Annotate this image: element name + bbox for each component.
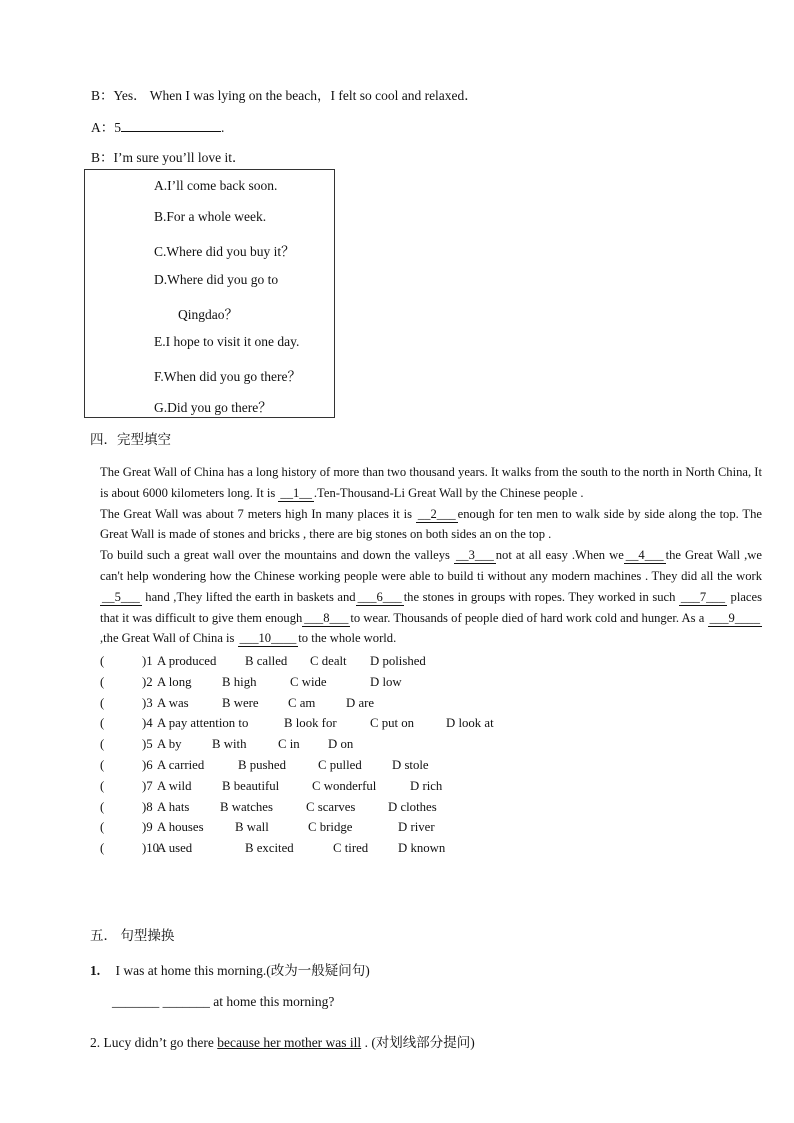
blank-2[interactable]: __2___ (417, 506, 456, 521)
item-1-text: I was at home this morning.(改为一般疑问句) (115, 963, 370, 978)
choice-b[interactable]: B were (222, 695, 259, 710)
choice-a[interactable]: A wild (157, 778, 192, 793)
option-e: E.I hope to visit it one day. (154, 334, 300, 349)
answer-paren[interactable]: ( (100, 758, 105, 772)
choice-a[interactable]: A hats (157, 799, 190, 814)
item-1 (90, 959, 370, 979)
item-2-suffix: . (对划线部分提问) (361, 1035, 475, 1050)
choice-b[interactable]: B look for (284, 716, 337, 731)
choice-a[interactable]: A produced (157, 654, 217, 668)
section-4-heading: 四．完型填空 (90, 432, 171, 447)
choice-d[interactable]: D rich (410, 778, 443, 793)
blank-10[interactable]: ___10____ (239, 631, 297, 646)
question-number: )10 (142, 841, 160, 856)
blank-4[interactable]: __4___ (625, 548, 664, 563)
choice-d[interactable]: D look at (446, 716, 494, 731)
choice-d[interactable]: D stole (392, 758, 429, 772)
options-box (84, 169, 335, 418)
choice-b[interactable]: B high (222, 674, 257, 689)
option-g: G.Did you go there？ (154, 400, 272, 415)
item-1-answer-line[interactable]: _______ _______ at home this morning? (112, 994, 335, 1009)
choice-d[interactable]: D river (398, 820, 435, 835)
question-number: )7 (142, 778, 153, 793)
blank-7[interactable]: ___7___ (680, 589, 725, 604)
choice-a[interactable]: A was (157, 695, 189, 710)
option-d-line-1: D.Where did you go to (154, 272, 279, 287)
choice-c[interactable]: C tired (333, 841, 369, 856)
option-c: C.Where did you buy it？ (154, 244, 295, 259)
choice-d[interactable]: D low (370, 674, 402, 689)
dialog-line-3: B：I’m sure you’ll love it． (91, 150, 246, 165)
choice-b[interactable]: B wall (235, 820, 269, 835)
answer-paren[interactable]: ( (100, 820, 105, 835)
choice-c[interactable]: C scarves (306, 799, 356, 814)
blank-5[interactable]: __5___ (102, 589, 140, 604)
question-number: )4 (142, 716, 153, 731)
passage-paragraph-1: The Great Wall of China has a long history of more than two thousand years. It walks from the south to the north in North China, It is about 6000 kilometers long. It is __1__ .Ten-Thousand-Li Great Wall by the Chinese people . (100, 465, 762, 500)
item-2-underlined: because her mother was ill (217, 1035, 362, 1050)
dialog-line-1: B：Yes． When I was lying on the beach，I felt so cool and relaxed． (91, 88, 478, 103)
answer-blank-5[interactable] (121, 119, 221, 132)
answer-paren[interactable]: ( (100, 654, 105, 668)
choice-b[interactable]: B pushed (238, 758, 286, 772)
choice-d[interactable]: D clothes (388, 799, 437, 814)
blank-6[interactable]: ___6___ (357, 589, 402, 604)
choice-b[interactable]: B excited (245, 841, 294, 856)
dialog-line-2-suffix: . (221, 120, 225, 135)
choice-c[interactable]: C in (278, 737, 300, 752)
item-1-number: 1. (90, 963, 101, 978)
option-a: A.I’ll come back soon. (154, 178, 278, 193)
blank-8[interactable]: ___8___ (304, 610, 349, 625)
blank-1[interactable]: __1__ (280, 485, 312, 500)
choice-b[interactable]: B beautiful (222, 778, 280, 793)
passage-paragraph-3: To build such a great wall over the mountains and down the valleys __3___ not at all easy .When we __4___ the Great Wall ,we can't help wondering how the Chinese working people were able to build ti without any modern machines . They did all the work__5___ hand ,They lifted the earth in baskets and ___6___ the stones in groups with ropes. They worked in such ___7___ places that it was difficult to give them enough ___8___ to wear. Thousands of people died of hard work cold and hunger. As a ___9____ ,the Great Wall of China is ___10____ to the whole world. (100, 548, 762, 646)
answer-paren[interactable]: ( (100, 799, 105, 814)
answer-paren[interactable]: ( (100, 778, 105, 793)
choice-a[interactable]: A used (157, 841, 193, 856)
question-number: )6 (142, 758, 153, 772)
choice-b[interactable]: B called (245, 654, 288, 668)
cloze-passage (100, 462, 762, 649)
choice-a[interactable]: A houses (157, 820, 204, 835)
choice-a[interactable]: A pay attention to (157, 716, 249, 731)
choice-d[interactable]: D known (398, 841, 446, 856)
item-2 (90, 1031, 475, 1051)
choice-d[interactable]: D polished (370, 654, 426, 668)
choice-c[interactable]: C wide (290, 674, 327, 689)
choice-c[interactable]: C dealt (310, 654, 347, 668)
option-d-line-2: Qingdao？ (178, 307, 238, 322)
blank-3[interactable]: __3___ (455, 548, 494, 563)
answer-paren[interactable]: ( (100, 737, 105, 752)
choice-c[interactable]: C wonderful (312, 778, 377, 793)
passage-paragraph-2: The Great Wall was about 7 meters high In many places it is __2___ enough for ten men to walk side by side along the top. The Great Wall is made of stones and bricks , there are big stones on both sides an on the top . (100, 506, 762, 542)
answer-paren[interactable]: ( (100, 716, 105, 731)
question-number: )1 (142, 654, 153, 668)
question-number: )5 (142, 737, 153, 752)
answer-paren[interactable]: ( (100, 674, 105, 689)
choice-b[interactable]: B watches (220, 799, 273, 814)
choice-a[interactable]: A by (157, 737, 182, 752)
question-number: )9 (142, 820, 153, 835)
choice-a[interactable]: A long (157, 674, 192, 689)
question-number: )3 (142, 695, 153, 710)
choice-c[interactable]: C pulled (318, 758, 362, 772)
section-5-heading: 五． 句型操换 (90, 928, 175, 943)
question-number: )2 (142, 674, 153, 689)
choice-d[interactable]: D on (328, 737, 354, 752)
question-number: )8 (142, 799, 153, 814)
choice-c[interactable]: C am (288, 695, 316, 710)
choice-c[interactable]: C put on (370, 716, 415, 731)
choice-a[interactable]: A carried (157, 758, 205, 772)
option-b: B.For a whole week. (154, 209, 267, 224)
option-f: F.When did you go there？ (154, 369, 302, 384)
dialog-line-2 (91, 116, 224, 136)
answer-paren[interactable]: ( (100, 695, 105, 710)
dialog-line-2-prefix: A：5 (91, 120, 121, 135)
item-2-prefix: 2. Lucy didn’t go there (90, 1035, 218, 1050)
blank-9[interactable]: ___9____ (709, 610, 760, 625)
choice-d[interactable]: D are (346, 695, 375, 710)
answer-paren[interactable]: ( (100, 841, 105, 856)
choice-b[interactable]: B with (212, 737, 247, 752)
choice-c[interactable]: C bridge (308, 820, 353, 835)
